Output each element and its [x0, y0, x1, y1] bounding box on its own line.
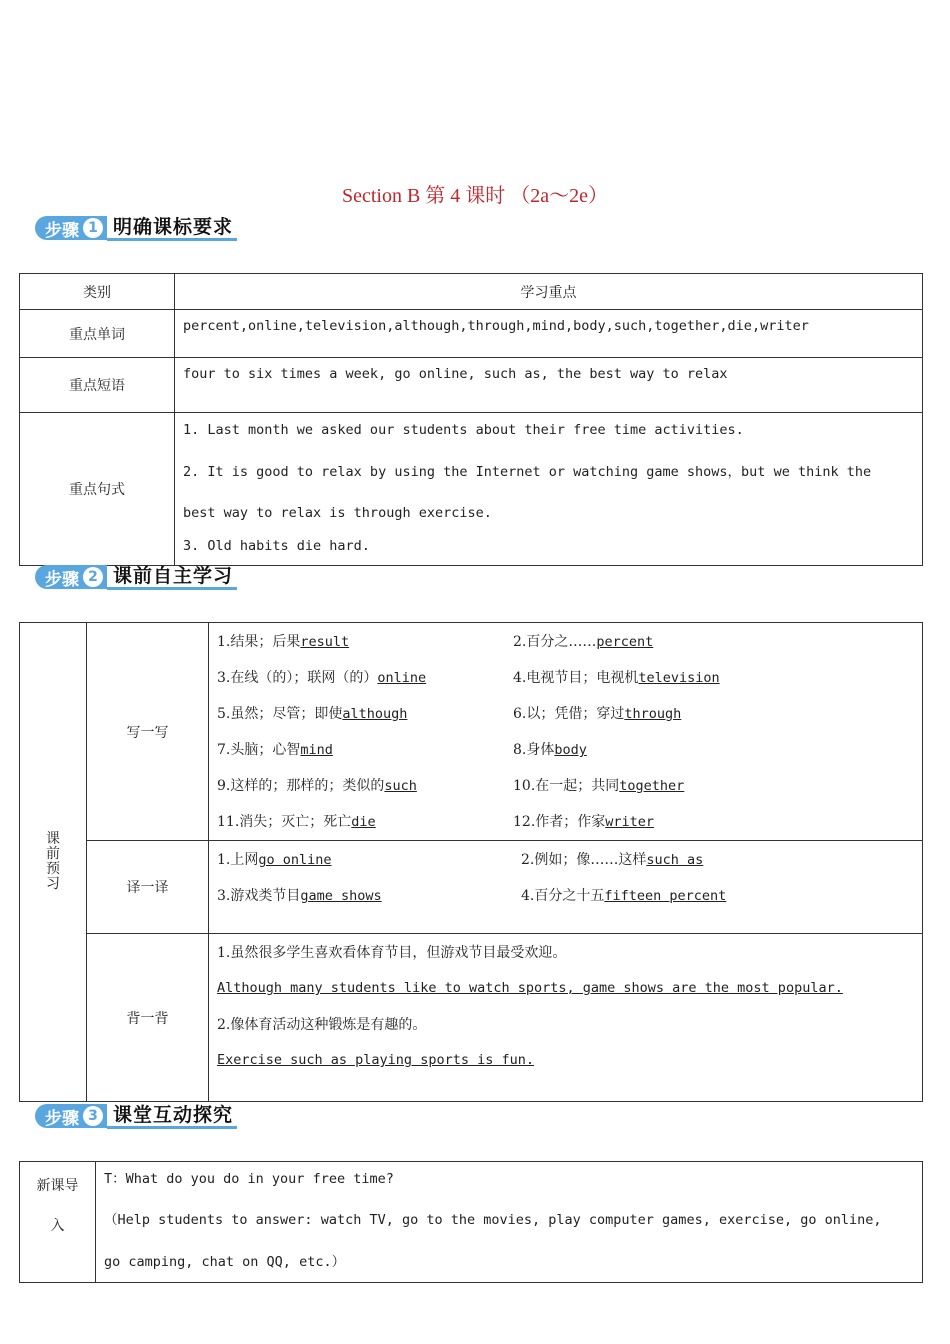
translate-section [209, 841, 923, 934]
key-points-table [19, 273, 923, 566]
list-item: Although many students like to watch sports, game shows are the most popular. [217, 980, 843, 996]
list-item: Exercise such as playing sports is fun. [217, 1052, 534, 1068]
sentence: 1. Last month we asked our students about their free time activities. [183, 422, 744, 438]
step-label: 明确课标要求 [107, 216, 237, 241]
sentence: 3. Old habits die hard. [183, 538, 370, 554]
step-badge: 步骤 2 [35, 565, 107, 589]
page-title: Section B 第 4 课时 （2a～2e） [341, 185, 609, 207]
write-section [209, 623, 923, 841]
intro-line: T：What do you do in your free time? [104, 1171, 394, 1187]
preview-side-label: 课前预习 [20, 623, 87, 1102]
category-words: 重点单词 [20, 310, 175, 358]
list-item: 2.像体育活动这种锻炼是有趣的。 [217, 1017, 427, 1033]
category-phrases: 重点短语 [20, 358, 175, 413]
list-item: 11.消失；灭亡；死亡die 12.作者；作家writer [217, 814, 655, 830]
step-badge: 步骤 3 [35, 1104, 107, 1128]
sentence: best way to relax is through exercise. [183, 505, 492, 521]
preview-table [19, 622, 923, 1102]
list-item: 9.这样的；那样的；类似的such 10.在一起；共同together [217, 778, 685, 794]
list-item: 1.虽然很多学生喜欢看体育节目，但游戏节目最受欢迎。 [217, 945, 567, 961]
intro-line: go camping, chat on QQ, etc.） [104, 1254, 346, 1270]
step-badge: 步骤 1 [35, 216, 107, 240]
intro-table [19, 1161, 923, 1283]
list-item: 3.游戏类节目game shows 4.百分之十五fifteen percent [217, 888, 727, 904]
translate-label: 译一译 [87, 841, 209, 934]
list-item: 1.结果；后果result 2.百分之……percent [217, 634, 654, 650]
step-2-header [35, 564, 237, 590]
recite-label: 背一背 [87, 934, 209, 1102]
category-sentences: 重点句式 [20, 413, 175, 566]
write-label: 写一写 [87, 623, 209, 841]
recite-section [209, 934, 923, 1102]
header-category: 类别 [20, 274, 175, 310]
intro-label: 新课导入 [20, 1162, 96, 1283]
header-focus: 学习重点 [175, 274, 923, 310]
step-3-header [35, 1103, 237, 1129]
intro-line: （Help students to answer: watch TV, go to the movies, play computer games, exercise, go online, [104, 1212, 882, 1228]
list-item: 5.虽然；尽管；即使although 6.以；凭借；穿过through [217, 706, 682, 722]
list-item: 1.上网go online 2.例如；像……这样such as [217, 852, 704, 868]
step-label: 课堂互动探究 [107, 1104, 237, 1129]
step-1-header [35, 215, 237, 241]
step-label: 课前自主学习 [107, 565, 237, 590]
key-sentences [175, 413, 923, 566]
key-phrases: four to six times a week, go online, such as, the best way to relax [175, 358, 923, 413]
list-item: 3.在线（的）；联网（的）online 4.电视节目；电视机television [217, 670, 720, 686]
list-item: 7.头脑；心智mind 8.身体body [217, 742, 587, 758]
key-words: percent,online,television,although,through,mind,body,such,together,die,writer [175, 310, 923, 358]
sentence: 2. It is good to relax by using the Internet or watching game shows，but we think the [183, 464, 872, 480]
intro-content [96, 1162, 923, 1283]
